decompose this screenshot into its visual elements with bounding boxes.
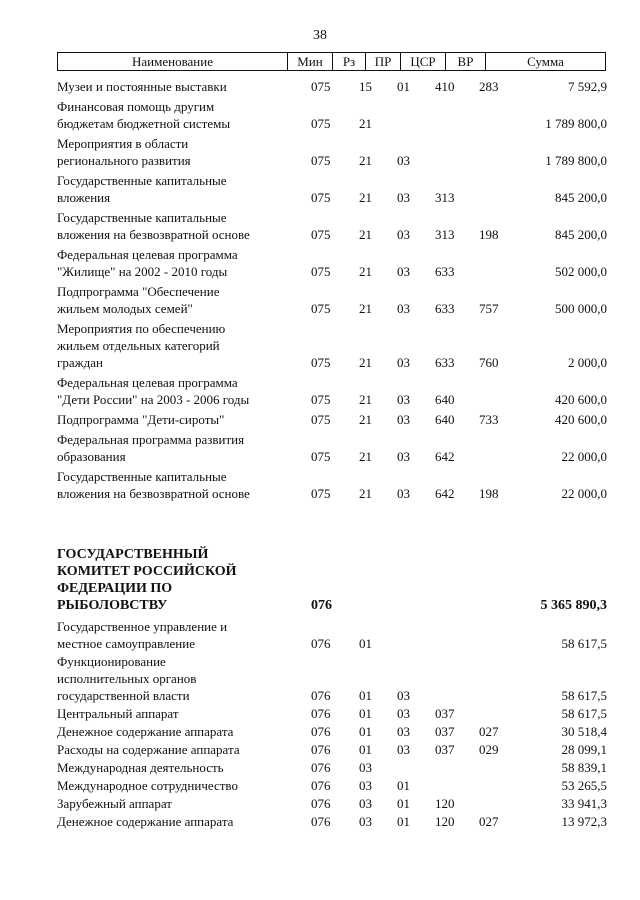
row-pr: 01 (397, 79, 410, 94)
row-sum: 420 600,0 (555, 412, 607, 427)
row-pr: 03 (397, 355, 410, 370)
row-min: 075 (311, 486, 331, 501)
row-vr: 027 (479, 724, 499, 739)
row-name: Денежное содержание аппарата (57, 814, 234, 829)
row-vr: 029 (479, 742, 499, 757)
row-name: Государственные капитальные вложения на безвозвратной основе (57, 469, 250, 501)
row-min: 075 (311, 153, 331, 168)
row-sum: 33 941,3 (561, 796, 607, 811)
table-row (57, 431, 607, 465)
rows-group-2 (57, 618, 607, 830)
row-csr: 120 (435, 814, 455, 829)
row-name: Центральный аппарат (57, 706, 179, 721)
table-row (57, 374, 607, 408)
header-rz: Рз (333, 53, 366, 70)
table-row (57, 78, 607, 95)
row-rz: 03 (359, 796, 372, 811)
row-sum: 58 617,5 (561, 706, 607, 721)
row-sum: 502 000,0 (555, 264, 607, 279)
row-sum: 53 265,5 (561, 778, 607, 793)
section-name: ГОСУДАРСТВЕННЫЙ КОМИТЕТ РОССИЙСКОЙ ФЕДЕРАЦИИ ПО РЫБОЛОВСТВУ (57, 547, 237, 613)
row-name: Мероприятия по обеспечению жильем отдельных категорий граждан (57, 321, 226, 370)
row-name: Государственное управление и местное самоуправление (57, 619, 228, 651)
row-sum: 845 200,0 (555, 190, 607, 205)
row-rz: 01 (359, 724, 372, 739)
row-sum: 30 518,4 (561, 724, 607, 739)
row-sum: 420 600,0 (555, 392, 607, 407)
table-row (57, 320, 607, 371)
row-sum: 7 592,9 (568, 79, 607, 94)
row-name: Финансовая помощь другим бюджетам бюджетной системы (57, 99, 231, 131)
rows-group-1 (57, 78, 607, 502)
row-min: 075 (311, 355, 331, 370)
header-pr: ПР (366, 53, 401, 70)
table-row (57, 705, 607, 722)
table-row (57, 759, 607, 776)
row-pr: 01 (397, 778, 410, 793)
row-pr: 03 (397, 301, 410, 316)
row-name: Музеи и постоянные выставки (57, 79, 227, 94)
row-csr: 640 (435, 392, 455, 407)
row-min: 075 (311, 449, 331, 464)
row-min: 076 (311, 724, 331, 739)
row-rz: 21 (359, 486, 372, 501)
row-name: Международное сотрудничество (57, 778, 238, 793)
row-vr: 283 (479, 79, 499, 94)
row-pr: 01 (397, 796, 410, 811)
row-name: Международная деятельность (57, 760, 224, 775)
table-row (57, 653, 607, 704)
table-row (57, 135, 607, 169)
row-pr: 03 (397, 264, 410, 279)
row-rz: 01 (359, 688, 372, 703)
row-name: Подпрограмма "Дети-сироты" (57, 412, 225, 427)
row-rz: 03 (359, 814, 372, 829)
row-pr: 03 (397, 412, 410, 427)
row-min: 076 (311, 636, 331, 651)
table-row (57, 246, 607, 280)
row-min: 076 (311, 760, 331, 775)
section-min: 076 (311, 598, 332, 613)
row-pr: 03 (397, 706, 410, 721)
row-sum: 22 000,0 (561, 486, 607, 501)
row-name: Подпрограмма "Обеспечение жильем молодых семей" (57, 284, 220, 316)
row-sum: 845 200,0 (555, 227, 607, 242)
row-vr: 198 (479, 486, 499, 501)
row-name: Функционирование исполнительных органов государственной власти (57, 654, 197, 703)
row-csr: 037 (435, 706, 455, 721)
row-name: Мероприятия в области регионального развития (57, 136, 191, 168)
row-name: Федеральная программа развития образования (57, 432, 245, 464)
row-csr: 313 (435, 227, 455, 242)
table-row (57, 795, 607, 812)
row-pr: 03 (397, 742, 410, 757)
row-csr: 410 (435, 79, 455, 94)
row-rz: 21 (359, 392, 372, 407)
row-csr: 633 (435, 264, 455, 279)
row-rz: 21 (359, 301, 372, 316)
row-sum: 22 000,0 (561, 449, 607, 464)
row-rz: 21 (359, 412, 372, 427)
page-number: 38 (313, 28, 327, 43)
row-name: Государственные капитальные вложения на безвозвратной основе (57, 210, 250, 242)
row-vr: 027 (479, 814, 499, 829)
row-min: 075 (311, 392, 331, 407)
row-pr: 03 (397, 724, 410, 739)
header-csr: ЦСР (401, 53, 446, 70)
row-rz: 15 (359, 79, 372, 94)
row-vr: 757 (479, 301, 499, 316)
row-rz: 21 (359, 153, 372, 168)
row-csr: 640 (435, 412, 455, 427)
row-sum: 2 000,0 (568, 355, 607, 370)
row-name: Зарубежный аппарат (57, 796, 172, 811)
section-row (57, 546, 607, 614)
row-sum: 1 789 800,0 (545, 153, 607, 168)
row-name: Расходы на содержание аппарата (57, 742, 240, 757)
table-header (57, 52, 606, 71)
row-rz: 21 (359, 190, 372, 205)
row-pr: 03 (397, 190, 410, 205)
row-min: 076 (311, 742, 331, 757)
table-row (57, 411, 607, 428)
row-csr: 313 (435, 190, 455, 205)
row-pr: 01 (397, 814, 410, 829)
row-min: 076 (311, 796, 331, 811)
row-rz: 21 (359, 355, 372, 370)
row-min: 075 (311, 301, 331, 316)
header-sum: Сумма (527, 53, 564, 69)
row-pr: 03 (397, 153, 410, 168)
row-sum: 1 789 800,0 (545, 116, 607, 131)
row-csr: 120 (435, 796, 455, 811)
row-name: Федеральная целевая программа "Жилище" на 2002 - 2010 годы (57, 247, 238, 279)
section-sum: 5 365 890,3 (540, 598, 607, 613)
row-min: 076 (311, 688, 331, 703)
row-rz: 01 (359, 742, 372, 757)
row-sum: 58 617,5 (561, 688, 607, 703)
row-vr: 198 (479, 227, 499, 242)
row-csr: 642 (435, 449, 455, 464)
row-rz: 21 (359, 264, 372, 279)
table-row (57, 618, 607, 652)
row-vr: 760 (479, 355, 499, 370)
row-rz: 21 (359, 116, 372, 131)
row-pr: 03 (397, 227, 410, 242)
row-sum: 58 839,1 (561, 760, 607, 775)
table-row (57, 98, 607, 132)
table-body (57, 78, 607, 830)
table-row (57, 741, 607, 758)
row-min: 075 (311, 116, 331, 131)
row-pr: 03 (397, 449, 410, 464)
table-row (57, 209, 607, 243)
row-sum: 500 000,0 (555, 301, 607, 316)
row-csr: 633 (435, 301, 455, 316)
row-min: 076 (311, 814, 331, 829)
table-row (57, 723, 607, 740)
row-min: 075 (311, 412, 331, 427)
row-vr: 733 (479, 412, 499, 427)
row-pr: 03 (397, 392, 410, 407)
row-csr: 037 (435, 742, 455, 757)
row-csr: 642 (435, 486, 455, 501)
header-name: Наименование (58, 53, 288, 70)
row-min: 075 (311, 264, 331, 279)
row-name: Государственные капитальные вложения (57, 173, 227, 205)
row-pr: 03 (397, 486, 410, 501)
table-row (57, 813, 607, 830)
row-sum: 28 099,1 (561, 742, 607, 757)
row-name: Федеральная целевая программа "Дети России" на 2003 - 2006 годы (57, 375, 250, 407)
row-rz: 21 (359, 227, 372, 242)
row-pr: 03 (397, 688, 410, 703)
table-row (57, 283, 607, 317)
row-rz: 01 (359, 636, 372, 651)
table-row (57, 777, 607, 794)
row-min: 076 (311, 706, 331, 721)
row-csr: 037 (435, 724, 455, 739)
row-csr: 633 (435, 355, 455, 370)
row-rz: 03 (359, 778, 372, 793)
row-min: 075 (311, 227, 331, 242)
row-rz: 03 (359, 760, 372, 775)
header-min: Мин (288, 53, 333, 70)
row-rz: 21 (359, 449, 372, 464)
row-sum: 58 617,5 (561, 636, 607, 651)
row-sum: 13 972,3 (561, 814, 607, 829)
table-row (57, 468, 607, 502)
row-min: 076 (311, 778, 331, 793)
header-vr: ВР (446, 53, 486, 70)
row-min: 075 (311, 79, 331, 94)
row-min: 075 (311, 190, 331, 205)
table-row (57, 172, 607, 206)
row-rz: 01 (359, 706, 372, 721)
row-name: Денежное содержание аппарата (57, 724, 234, 739)
